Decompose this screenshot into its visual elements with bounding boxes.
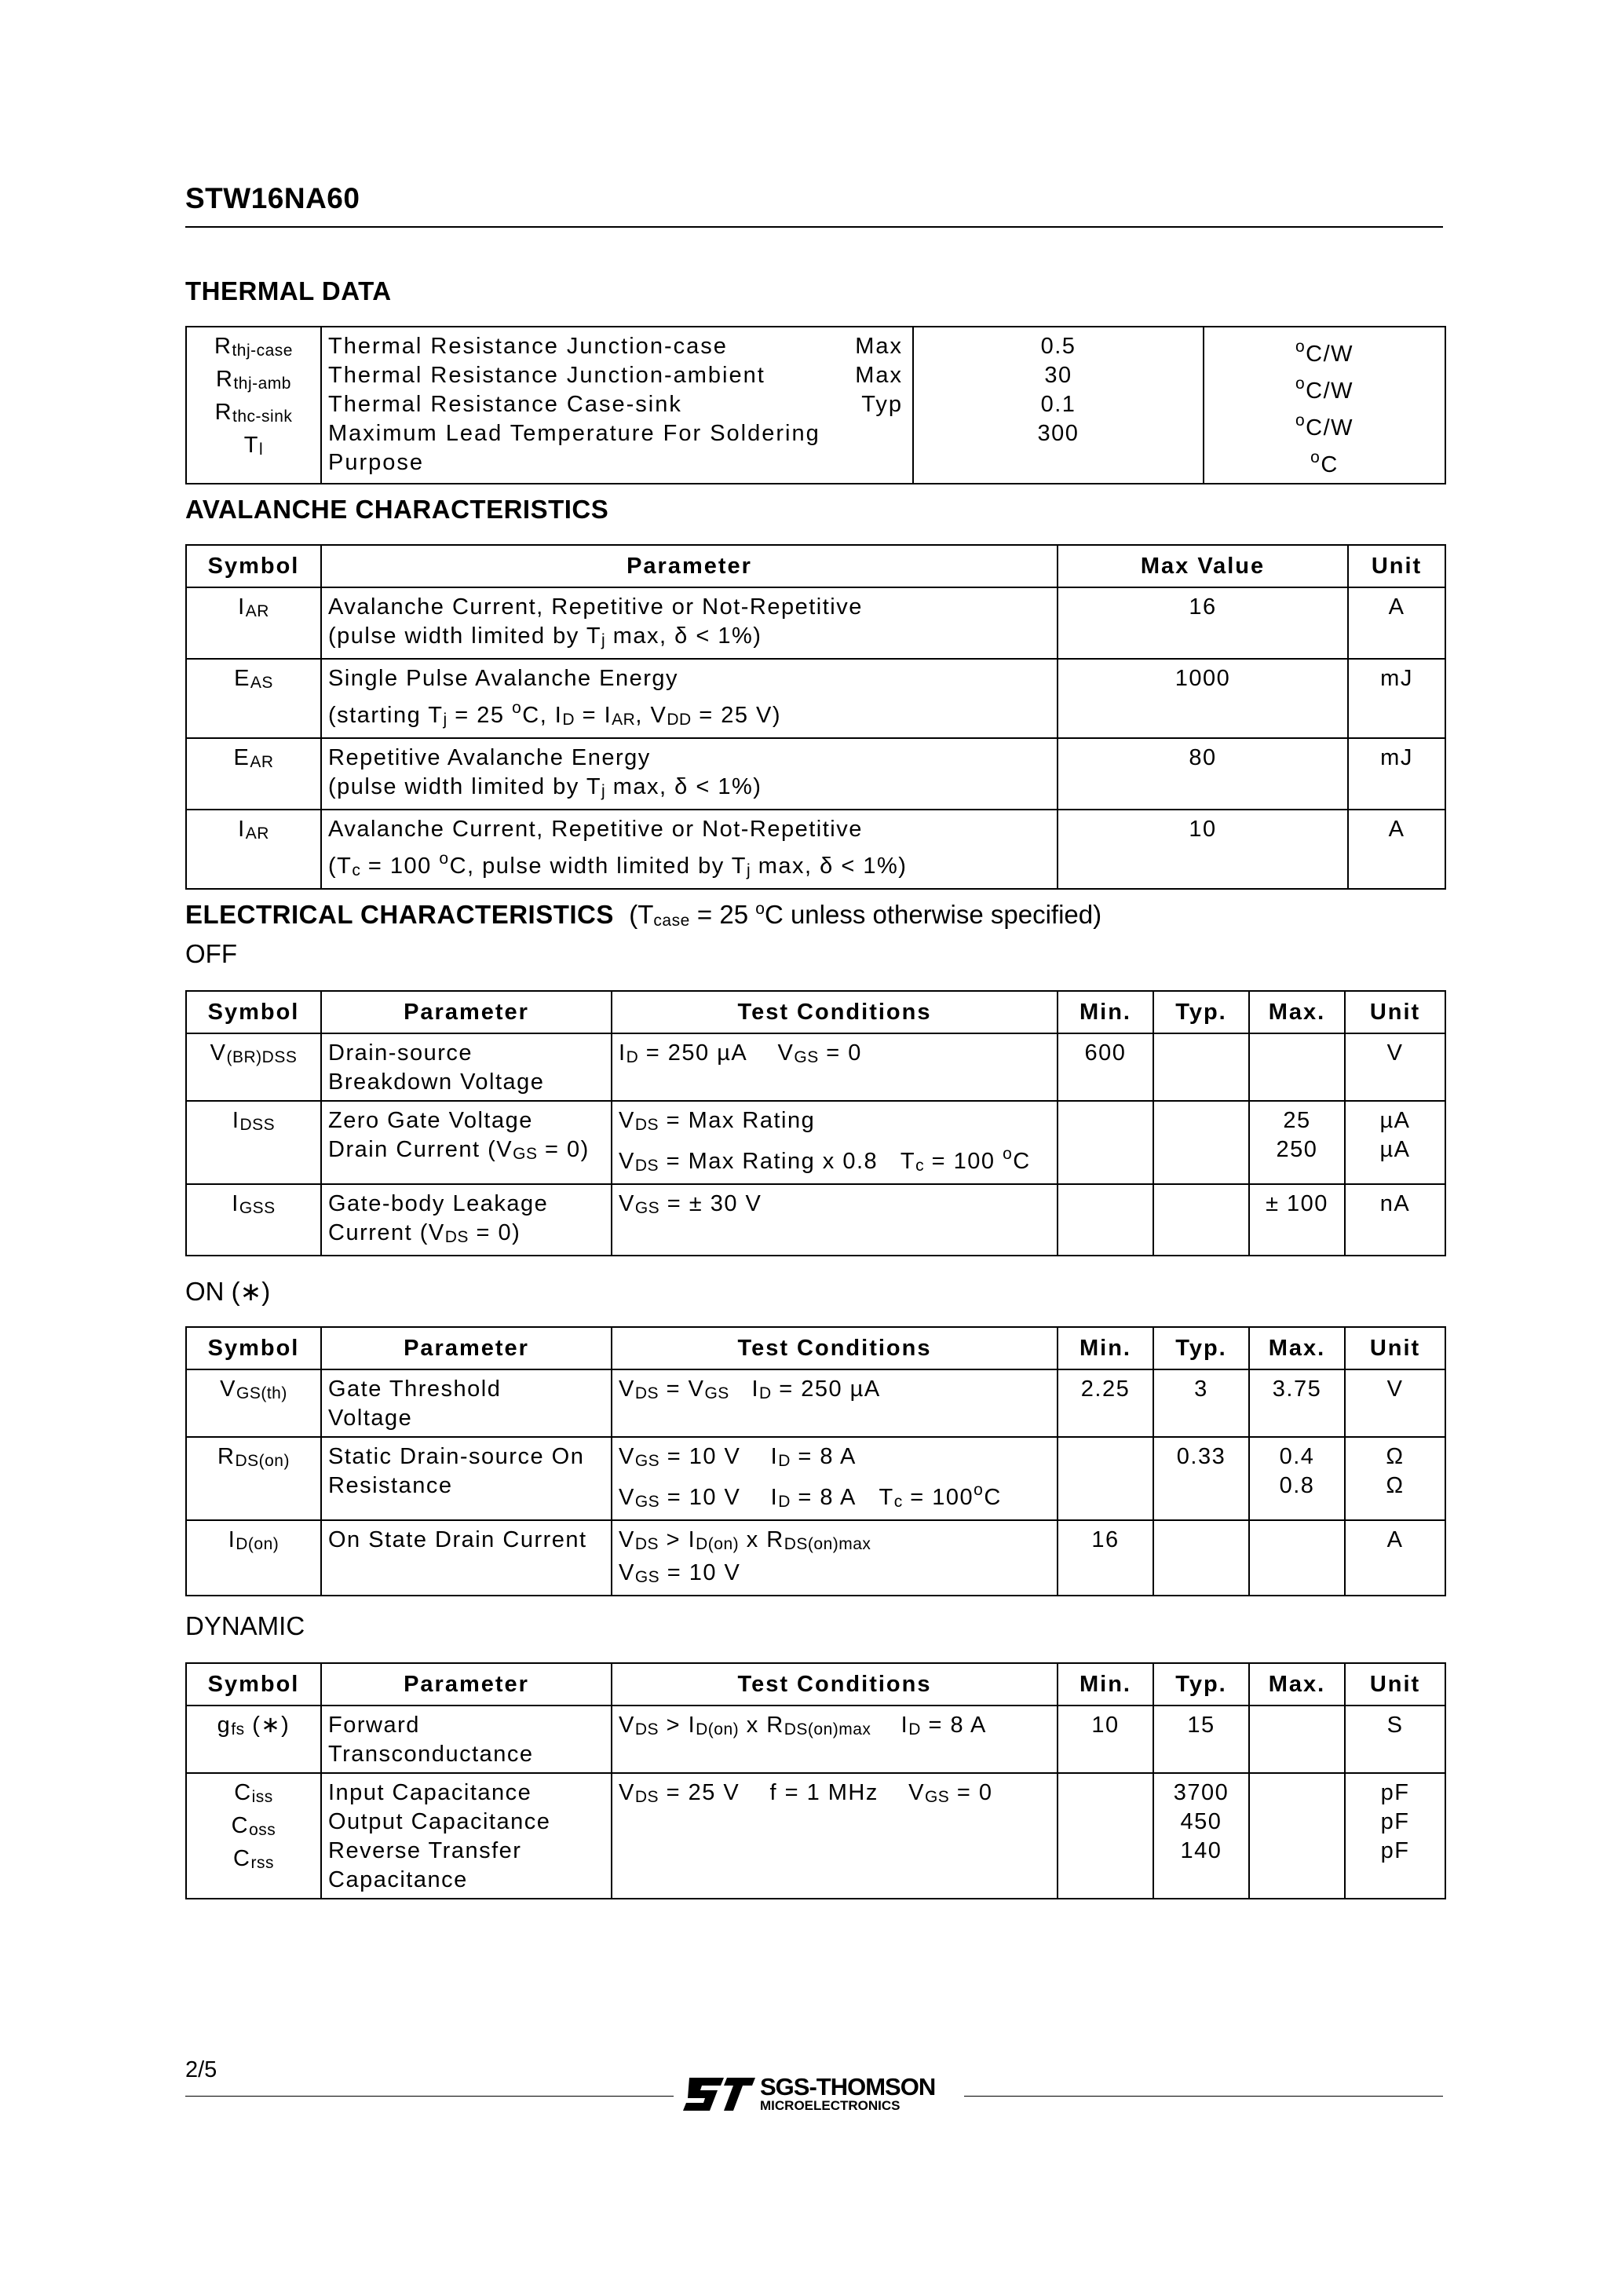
col-max: Max. [1249,991,1345,1033]
table-row: $C_{iss}$ $C_{oss}$ $C_{rss}$ Input Capacitance Output Capacitance Reverse Transfer Capacitance $V_{DS} = 25$ V f = 1 MHz $V_{GS} = 0$ 3700 450 140 pF pF pF [186,1773,1445,1899]
page-number: 2/5 [185,2057,217,2082]
col-typ: Typ. [1153,1327,1249,1369]
thermal-table [185,326,1446,484]
col-max: Max. [1249,1327,1345,1369]
col-symbol: Symbol [186,1663,321,1706]
col-min: Min. [1058,1663,1153,1706]
dynamic-label: DYNAMIC [185,1611,305,1640]
table-row: $I_{GSS}$ Gate-body Leakage Current $(V_{DS} = 0)$ $V_{GS}$ = ± 30 V ± 100 nA [186,1184,1445,1256]
table-row: $V_{GS(th)}$ Gate Threshold Voltage $V_{DS} = V_{GS}$ $I_D = 250$ µA 2.25 3 3.75 V [186,1369,1445,1437]
off-table [185,990,1446,1256]
thermal-symbols: $R_{thj-case}$ $R_{thj-amb}$ $R_{thc-sink}$ $T_l$ [186,327,321,484]
footer-rule-right [964,2096,1443,2097]
col-unit: Unit [1345,1327,1445,1369]
table-row: $g_{fs}$ (∗) Forward Transconductance $V_{DS} > I_{D(on)}$ x $R_{DS(on)max}$ $I_D = 8$ A 10 15 S [186,1706,1445,1773]
on-table [185,1326,1446,1596]
table-row: $V_{(BR)DSS}$ Drain-source Breakdown Voltage $I_D = 250$ µA $V_{GS} = 0$ 600 V [186,1033,1445,1101]
logo-company-name: SGS-THOMSON [760,2073,936,2100]
col-min: Min. [1058,1327,1153,1369]
avalanche-table [185,544,1446,890]
footer-rule-left [185,2096,674,2097]
off-label: OFF [185,939,237,968]
col-parameter: Parameter [321,545,1058,587]
col-parameter: Parameter [321,1327,612,1369]
col-test-conditions: Test Conditions [612,991,1058,1033]
col-symbol: Symbol [186,1327,321,1369]
col-test-conditions: Test Conditions [612,1663,1058,1706]
st-logo-icon [683,2071,755,2117]
col-unit: Unit [1348,545,1445,587]
header-rule [185,226,1443,228]
thermal-values: 0.5 30 0.1 300 [913,327,1204,484]
company-logo [683,2071,935,2117]
document-title: STW16NA60 [185,182,360,214]
electrical-heading: ELECTRICAL CHARACTERISTICS ($T_{case} = 25$ $^o$C unless otherwise specified) [185,900,1102,930]
col-parameter: Parameter [321,991,612,1033]
col-unit: Unit [1345,1663,1445,1706]
thermal-parameters: Thermal Resistance Junction-case Max Thermal Resistance Junction-ambient Max Thermal Resistance Case-sink Typ Maximum Lead Temperature For Soldering Purpose [321,327,913,484]
on-label: ON (∗) [185,1277,271,1306]
table-row: $R_{DS(on)}$ Static Drain-source On Resistance $V_{GS} = 10$ V $I_D = 8$ A $V_{GS} = 10$ V $I_D = 8$ A $T_c = 100^oC$ 0.33 0.4 0.8 Ω Ω [186,1437,1445,1520]
table-row: $I_{AR}$ Avalanche Current, Repetitive or Not-Repetitive (pulse width limited by $T_j$ max, δ < 1%) 16 A [186,587,1445,659]
avalanche-heading: AVALANCHE CHARACTERISTICS [185,495,609,524]
col-test-conditions: Test Conditions [612,1327,1058,1369]
col-max-value: Max Value [1058,545,1348,587]
thermal-units: $^o$C/W $^o$C/W $^o$C/W $^o$C [1204,327,1445,484]
table-row: $E_{AR}$ Repetitive Avalanche Energy (pulse width limited by $T_j$ max, δ < 1%) 80 mJ [186,738,1445,810]
table-row: $I_{AR}$ Avalanche Current, Repetitive or Not-Repetitive ($T_c = 100$ $^o$C, pulse width limited by $T_j$ max, δ < 1%) 10 A [186,810,1445,889]
col-max: Max. [1249,1663,1345,1706]
table-row: $E_{AS}$ Single Pulse Avalanche Energy (starting $T_j = 25$ $^o$C, $I_D = I_{AR}$, $V_{DD} = 25$ V) 1000 mJ [186,659,1445,738]
col-min: Min. [1058,991,1153,1033]
table-row: $I_{DSS}$ Zero Gate Voltage Drain Current $(V_{GS} = 0)$ $V_{DS}$ = Max Rating $V_{DS}$ = Max Rating x 0.8 $T_c = 100$ $^o$C 25 250 µA µA [186,1101,1445,1184]
col-typ: Typ. [1153,991,1249,1033]
col-unit: Unit [1345,991,1445,1033]
dynamic-table [185,1662,1446,1899]
logo-company-subtitle: MICROELECTRONICS [760,2098,901,2113]
table-row: $I_{D(on)}$ On State Drain Current $V_{DS} > I_{D(on)}$ x $R_{DS(on)max}$ $V_{GS} = 10$ V 16 A [186,1520,1445,1596]
col-symbol: Symbol [186,545,321,587]
thermal-heading: THERMAL DATA [185,276,392,305]
col-symbol: Symbol [186,991,321,1033]
col-typ: Typ. [1153,1663,1249,1706]
thermal-row [186,327,1445,484]
col-parameter: Parameter [321,1663,612,1706]
